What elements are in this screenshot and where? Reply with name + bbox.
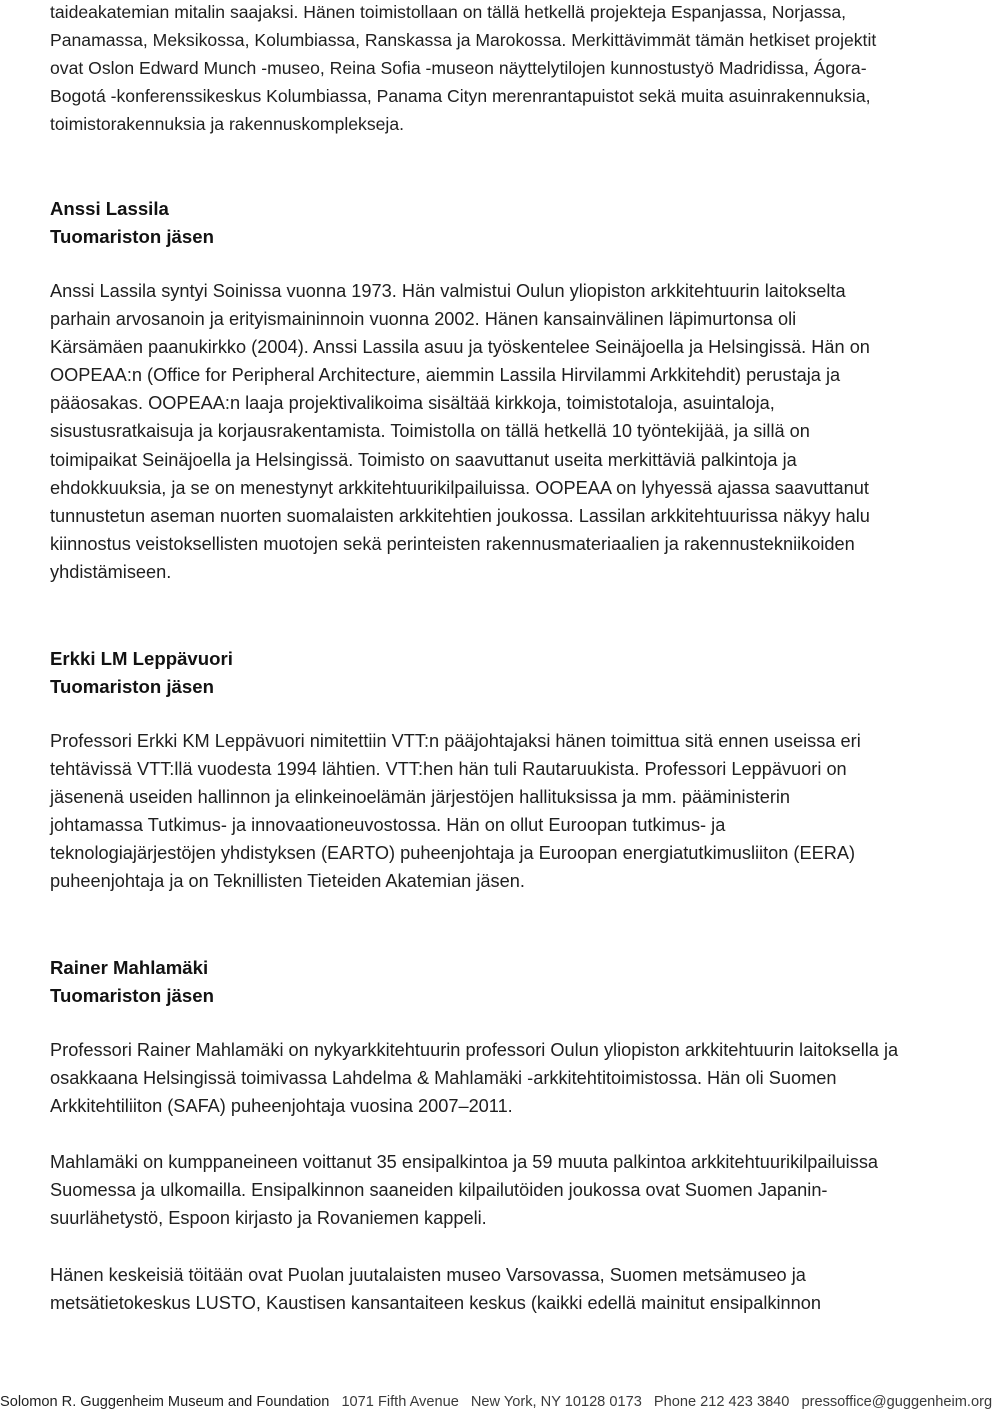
section-anssi-lassila [50,195,890,586]
footer-address: 1071 Fifth Avenue [341,1394,459,1410]
section-paragraph: Professori Erkki KM Leppävuori nimitettiin VTT:n pääjohtajaksi hänen toimittua sitä ennen useissa eri tehtävissä VTT:llä vuodesta 1994 lähtien. VTT:hen hän tuli Rautaruukista. Professori Leppävuori on jäsenenä useiden hallinnon ja elinkeinoelämän järjestöjen hallituksissa ja mm. pääministerin johtamassa Tutkimus- ja innovaationeuvostossa. Hän on ollut Euroopan tutkimus- ja teknologiajärjestöjen yhdistyksen (EARTO) puheenjohtaja ja Euroopan energiatutkimusliiton (EERA) puheenjohtaja ja on Teknillisten Tieteiden Akatemian jäsen. [50,731,861,892]
footer-phone: Phone 212 423 3840 [653,1394,790,1410]
section-role: Tuomariston jäsen [50,676,214,697]
section-erkki-leppavuori [50,645,870,896]
intro-paragraph: taideakatemian mitalin saajaksi. Hänen toimistollaan on tällä hetkellä projekteja Espanjassa, Norjassa, Panamassa, Meksikossa, Kolumbiassa, Ranskassa ja Marokossa. Merkittävimmät tämän hetkiset projektit ovat Oslon Edward Munch -museo, Reina Sofia -museon näyttelytilojen kunnostustyö Madridissa, Ágora-Bogotá -konferenssikeskus Kolumbiassa, Panama Cityn merenrantapuistot sekä muita asuinrakennuksia, toimistorakennuksia ja rakennuskomplekseja. [50,2,877,135]
intro-block [50,0,910,138]
section-name: Rainer Mahlamäki [50,957,209,978]
footer-city: New York, NY 10128 0173 [470,1394,642,1410]
section-role: Tuomariston jäsen [50,226,214,247]
section-name: Anssi Lassila [50,198,169,219]
section-rainer-mahlamaki [50,954,900,1317]
section-paragraph: Mahlamäki on kumppaneineen voittanut 35 ensipalkintoa ja 59 muuta palkintoa arkkitehtuurikilpailuissa Suomessa ja ulkomailla. Ensipalkinnon saaneiden kilpailutöiden joukossa ovat Suomen Japanin-suurlähetystö, Espoon kirjasto ja Rovaniemen kappeli. [50,1152,879,1229]
footer-organization: Solomon R. Guggenheim Museum and Foundation [0,1394,330,1410]
section-paragraph: Professori Rainer Mahlamäki on nykyarkkitehtuurin professori Oulun yliopiston arkkitehtuurin laitoksella ja osakkaana Helsingissä toimivassa Lahdelma & Mahlamäki -arkkitehtitoimistossa. Hän oli Suomen Arkkitehtiliiton (SAFA) puheenjohtaja vuosina 2007–2011. [50,1040,899,1117]
section-paragraph: Anssi Lassila syntyi Soinissa vuonna 1973. Hän valmistui Oulun yliopiston arkkitehtuurin laitokselta parhain arvosanoin ja erityismaininnoin vuonna 2002. Hänen kansainvälinen läpimurtonsa oli Kärsämäen paanukirkko (2004). Anssi Lassila asuu ja työskentelee Seinäjoella ja Helsingissä. Hän on OOPEAA:n (Office for Peripheral Architecture, aiemmin Lassila Hirvilammi Arkkitehdit) perustaja ja pääosakas. OOPEAA:n laaja projektivalikoima sisältää kirkkoja, toimistotaloja, asuintaloja, sisustusratkaisuja ja korjausrakentamista. Toimistolla on tällä hetkellä 10 työntekijää, ja sillä on toimipaikat Seinäjoella ja Helsingissä. Toimisto on saavuttanut useita merkittäviä palkintoja ja ehdokkuuksia, ja se on menestynyt arkkitehtuurikilpailuissa. OOPEAA on lyhyessä ajassa saavuttanut tunnustetun aseman nuorten suomalaisten arkkitehtien joukossa. Lassilan arkkitehtuurissa näkyy halu kiinnostus veistoksellisten muotojen sekä perinteisten rakennusmateriaalien ja rakennustekniikoiden yhdistämiseen. [50,281,870,582]
section-name: Erkki LM Leppävuori [50,648,233,669]
footer-email[interactable]: pressoffice@guggenheim.org [801,1394,993,1410]
page-footer [0,1392,993,1412]
section-paragraph: Hänen keskeisiä töitään ovat Puolan juutalaisten museo Varsovassa, Suomen metsämuseo ja metsätietokeskus LUSTO, Kaustisen kansantaiteen keskus (kaikki edellä mainitut ensipalkinnon [50,1264,822,1313]
section-role: Tuomariston jäsen [50,985,214,1006]
